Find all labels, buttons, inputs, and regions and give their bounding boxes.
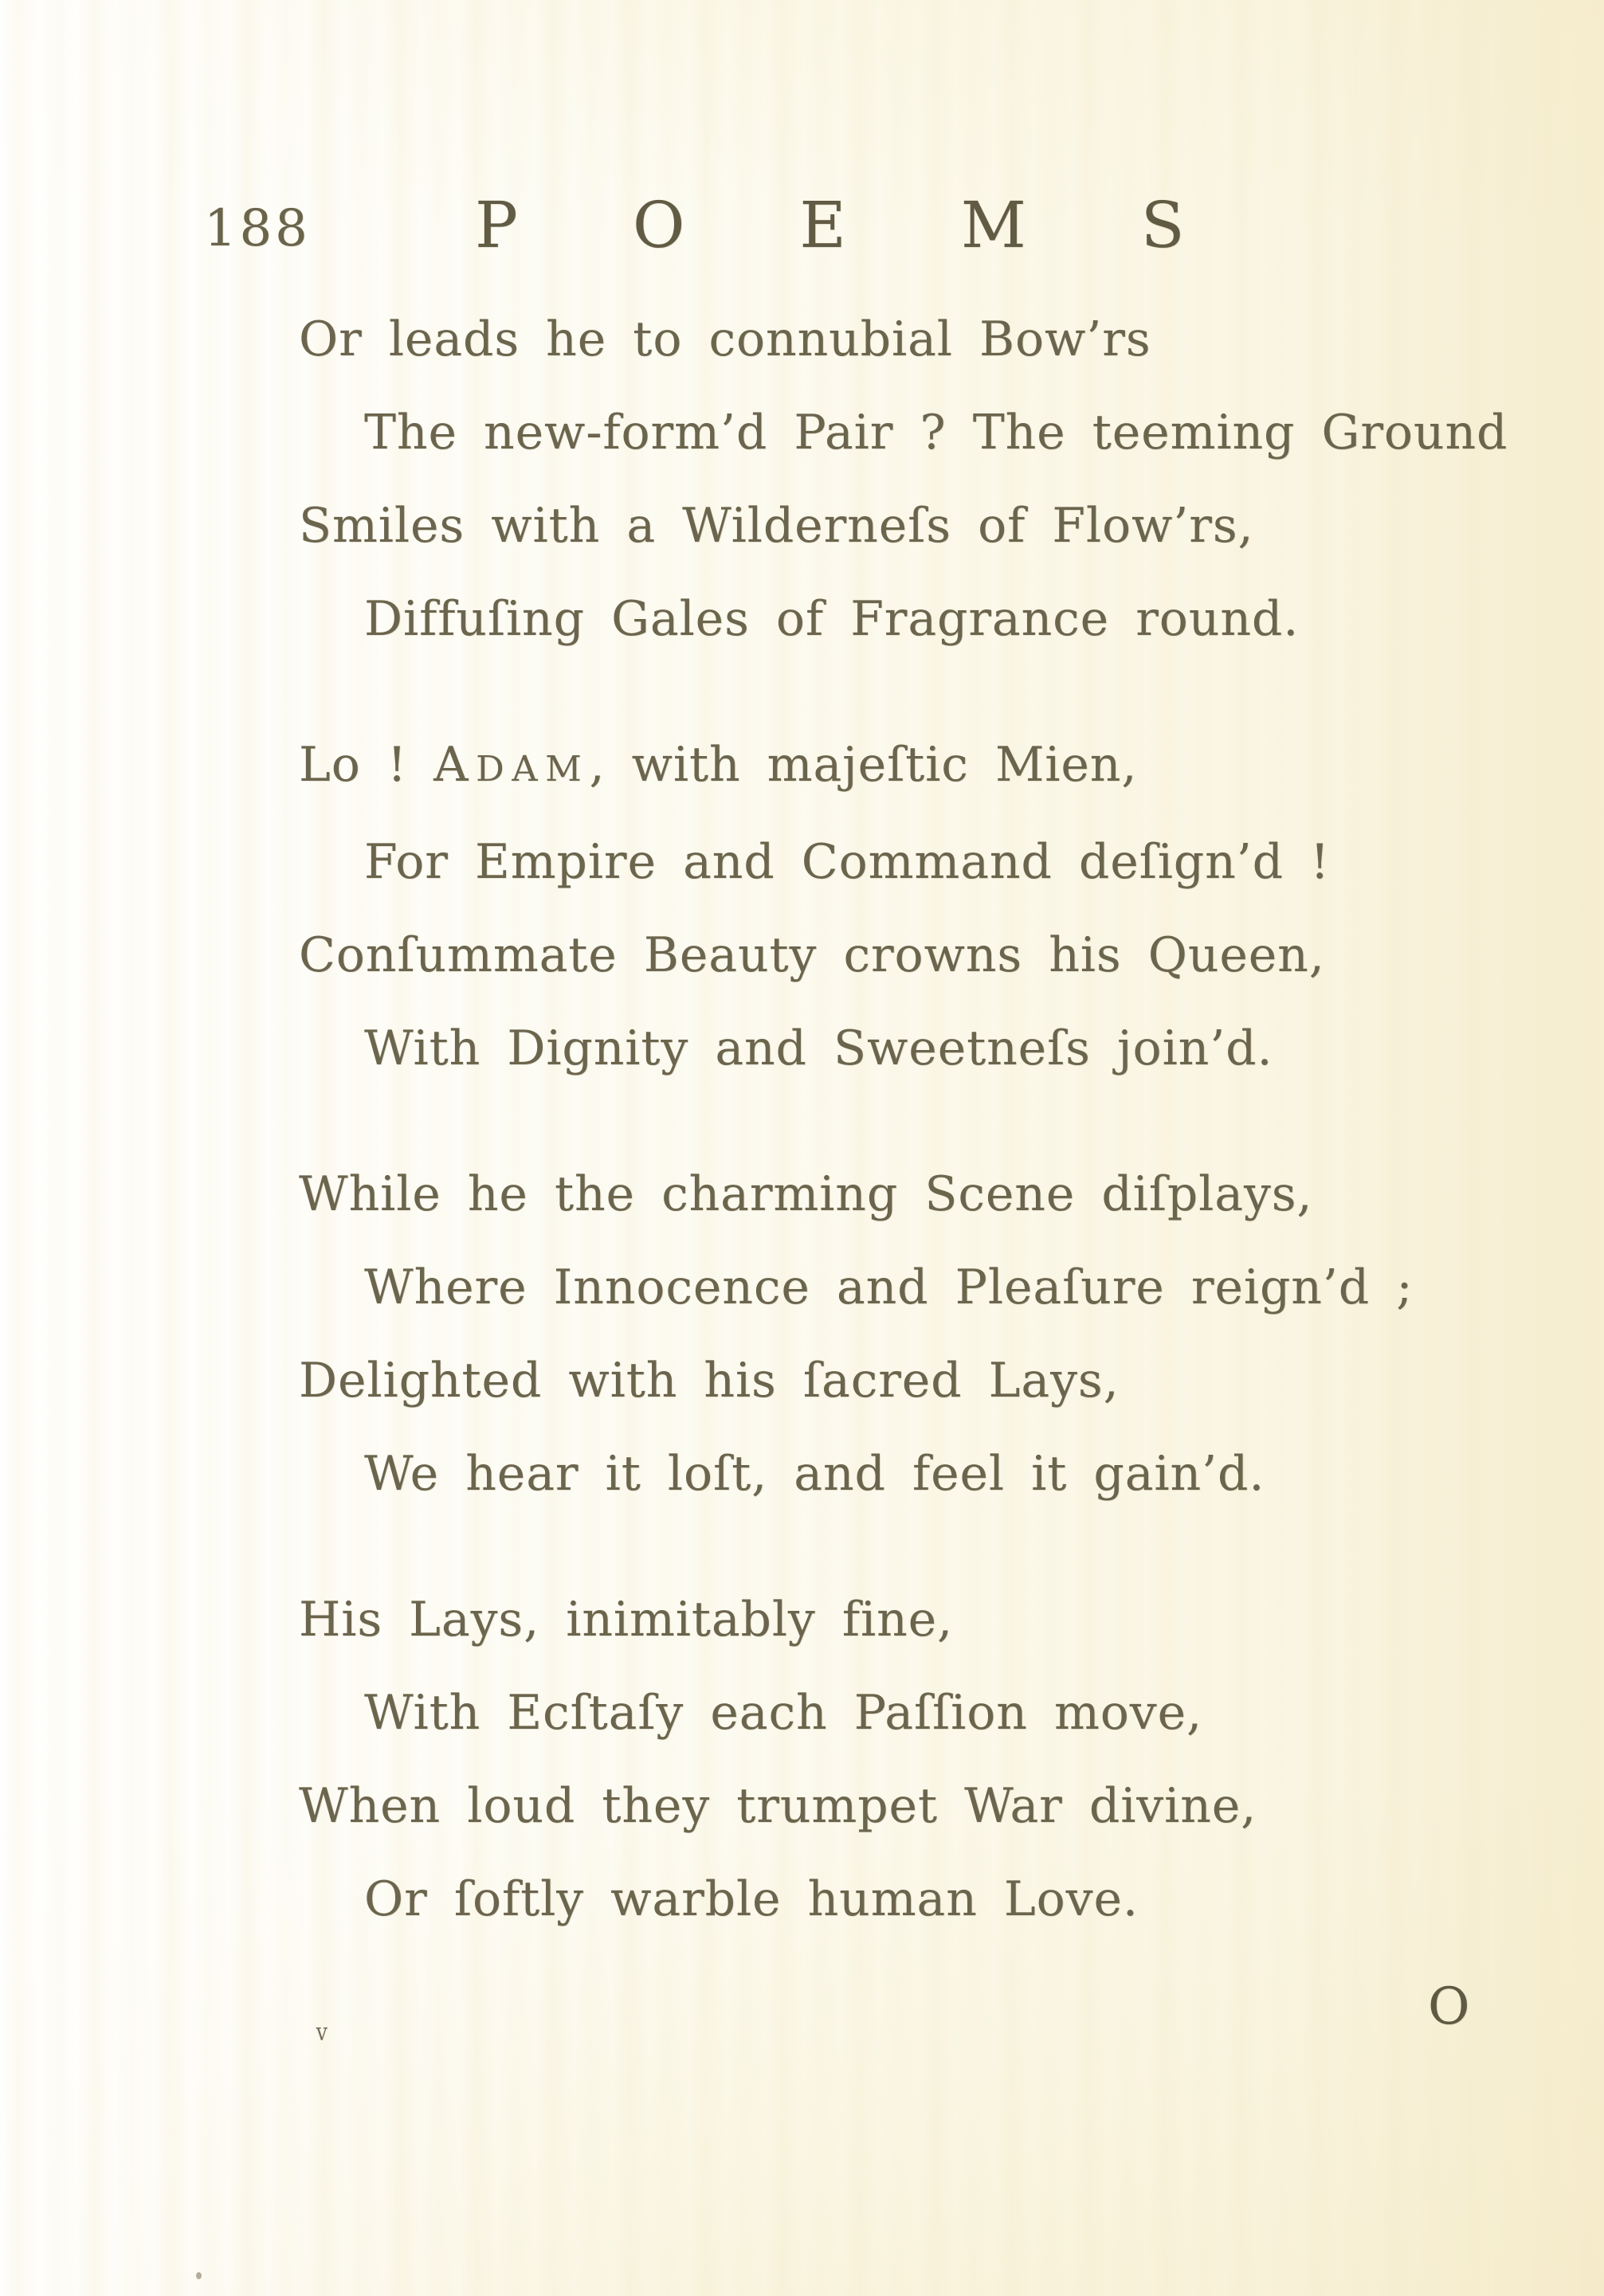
running-header-title: POEMS [475,188,1300,262]
poem-line: His Lays, inimitably fine, [299,1592,953,1648]
poem-line: With Dignity and Sweetneſs join’d. [364,1021,1273,1076]
poem-line: Where Innocence and Pleaſure reign’d ; [364,1260,1414,1315]
poem-line: Or ſoftly warble human Love. [364,1871,1139,1927]
poem-line: The new-form’d Pair ? The teeming Ground [364,405,1508,460]
adam-line-pre: Lo ! [299,737,434,793]
running-header [0,0,1604,287]
stray-ink-mark: v [316,2017,328,2047]
poem-text-block [299,293,1508,1999]
ink-speck [196,2272,202,2279]
page-number: 188 [204,199,311,258]
catchword: O [1428,1977,1470,2036]
stanza [299,719,1478,1095]
poem-line: While he the charming Scene diſplays, [299,1166,1313,1222]
poem-line: When loud they trumpet War divine, [299,1778,1257,1834]
stanza [299,1148,1478,1521]
poem-line: With Ecſtaſy each Paſſion move, [364,1685,1202,1741]
adam-name-smallcaps: DAM [476,749,590,789]
poem-line: Diffuſing Gales of Fragrance round. [364,591,1300,647]
stanza [299,293,1508,666]
poem-line: Delighted with his ſacred Lays, [299,1353,1120,1409]
poem-line: Or leads he to connubial Bow’rs [299,311,1151,367]
adam-name-initial: A [433,737,476,793]
poem-line: Smiles with a Wilderneſs of Flow’rs, [299,498,1254,554]
adam-line-post: , with majeſtic Mien, [589,737,1138,793]
poem-line-adam [299,719,1478,816]
poem-line: Conſummate Beauty crowns his Queen, [299,927,1325,983]
poem-line: For Empire and Command deſign’d ! [364,834,1331,890]
stanza [299,1573,1478,1946]
poem-line: We hear it loſt, and feel it gain’d. [364,1446,1265,1502]
